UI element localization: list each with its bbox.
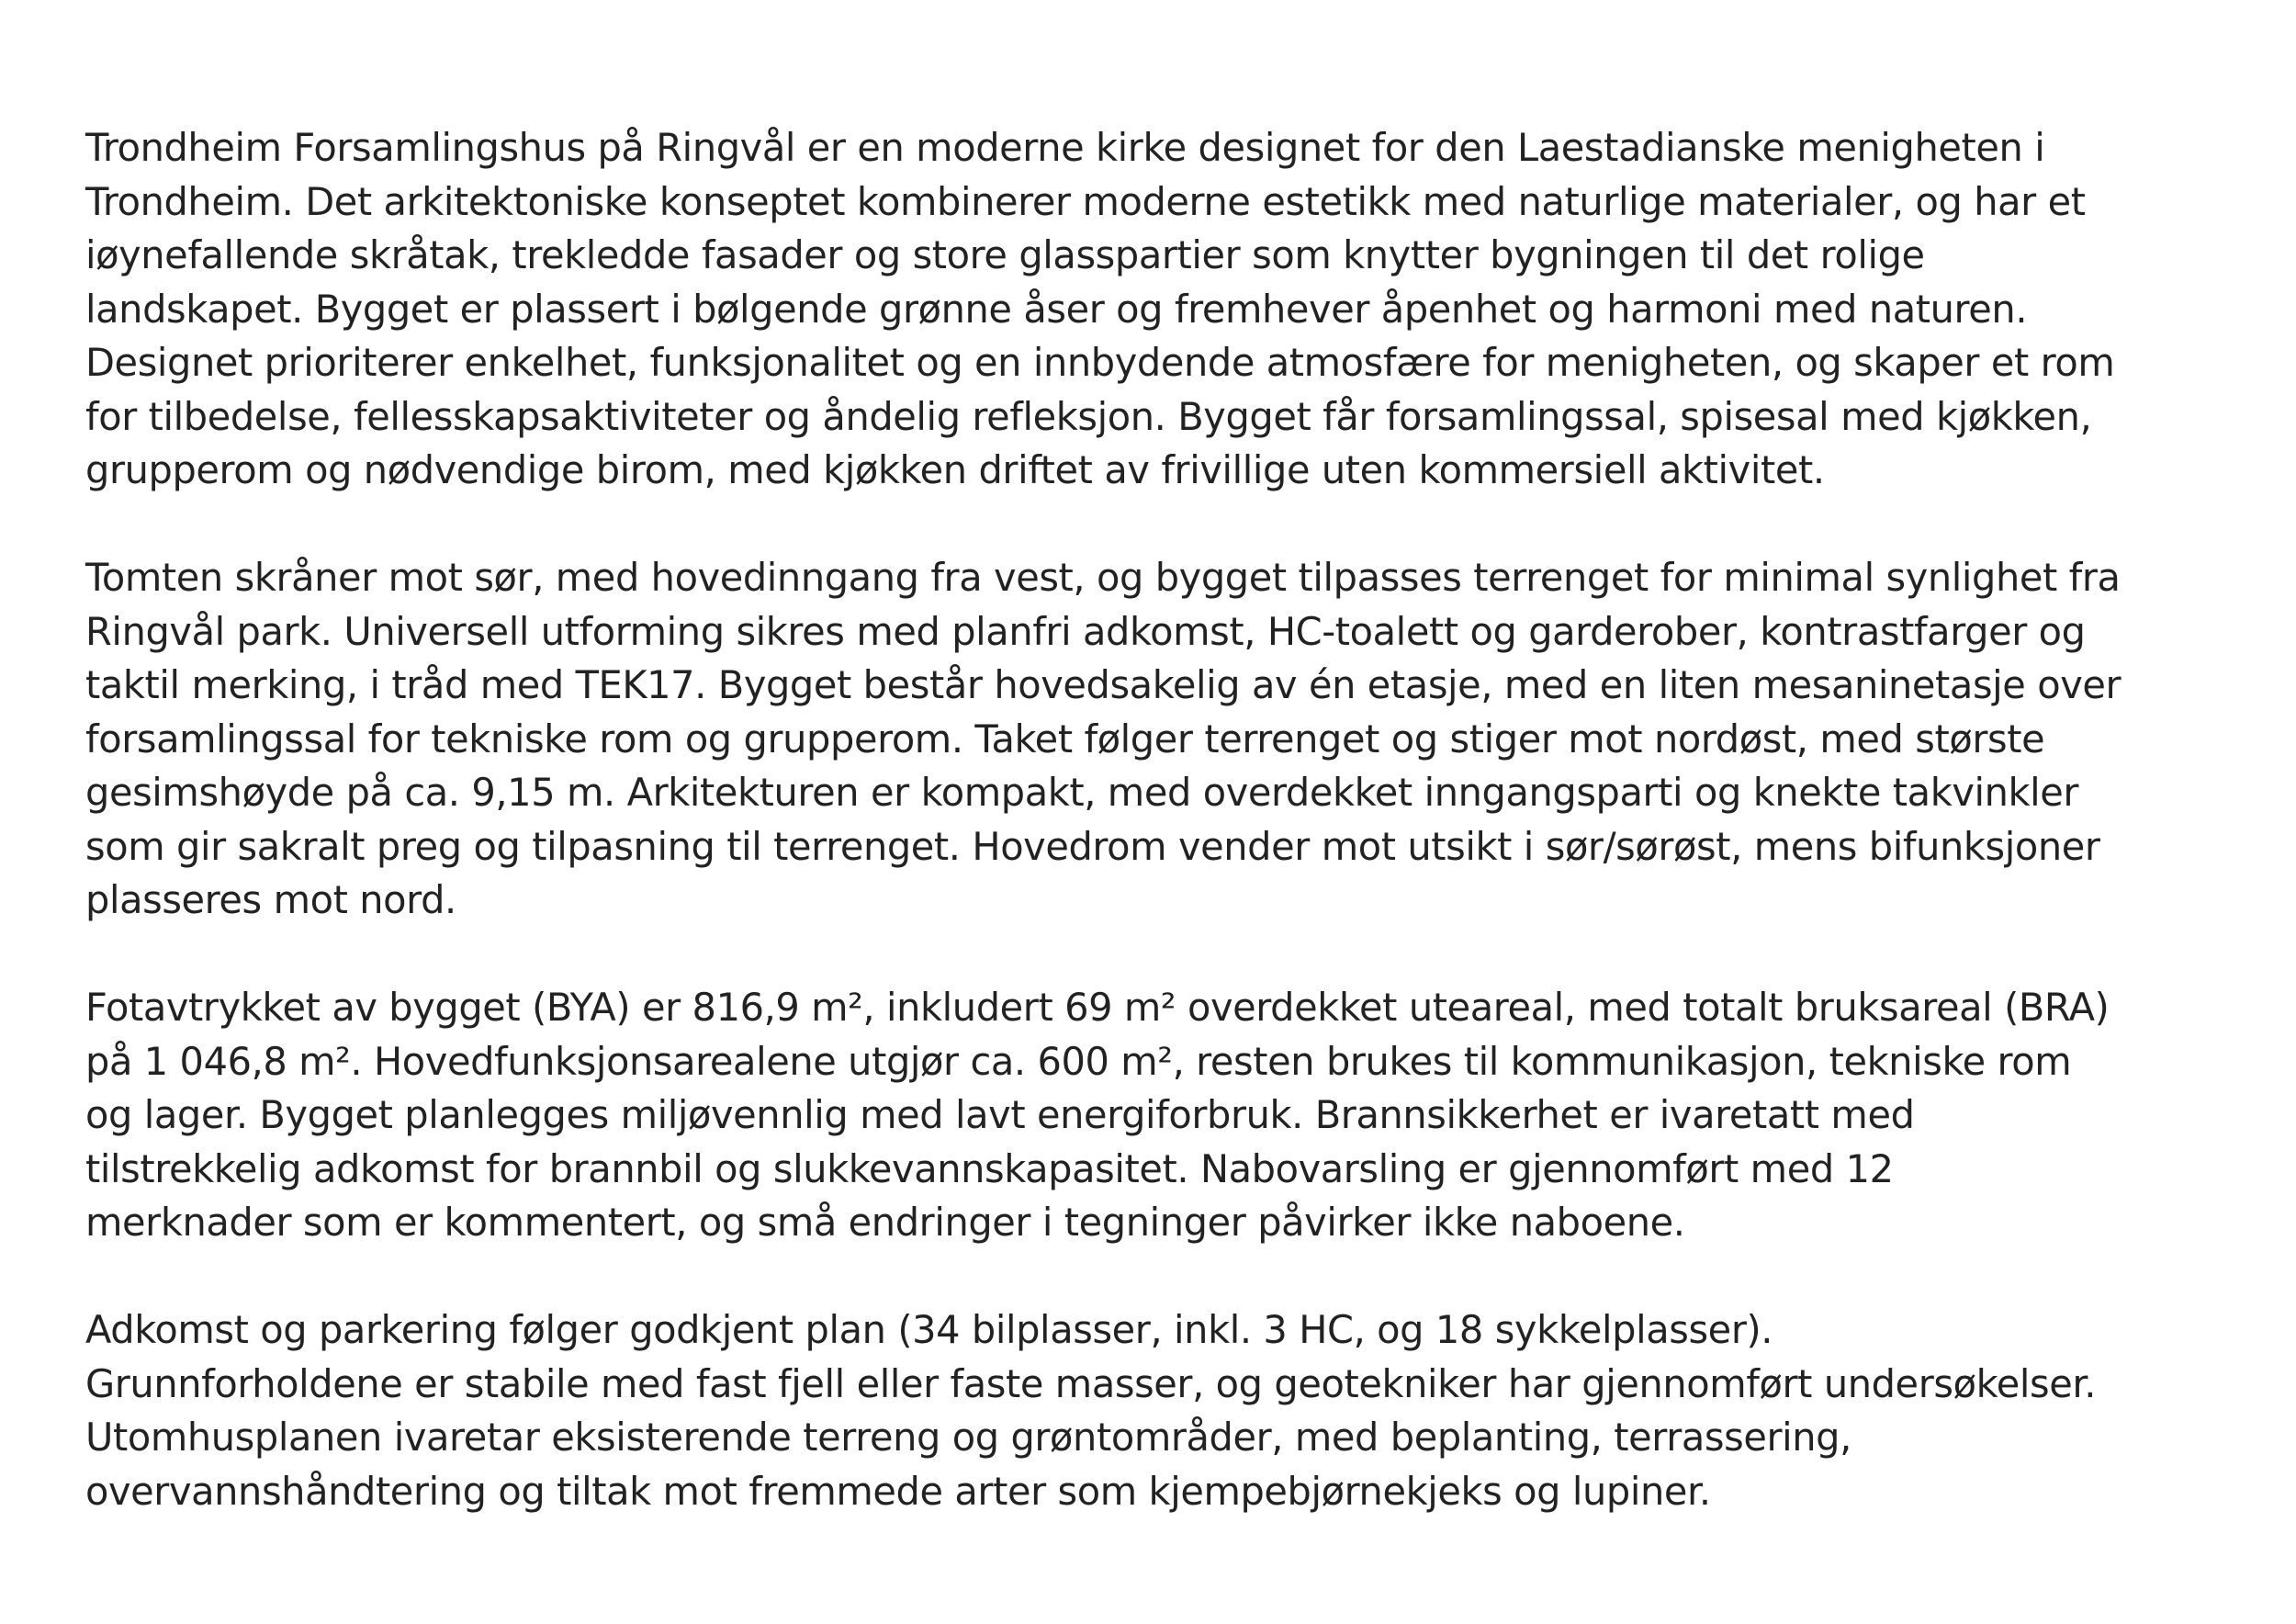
text-line: Fotavtrykket av bygget (BYA) er 816,9 m², inkludert 69 m² overdekket uteareal, med totalt bruksareal (BRA) — [85, 985, 2110, 1030]
text-line: Designet prioriterer enkelhet, funksjonalitet og en innbydende atmosfære for menigheten, og skaper et rom — [85, 340, 2115, 385]
text-line: Grunnforholdene er stabile med fast fjell eller faste masser, og geotekniker har gjennomført undersøkelser. — [85, 1360, 2096, 1406]
text-line: Utomhusplanen ivaretar eksisterende terreng og grøntområder, med beplanting, terrassering, — [85, 1415, 1851, 1460]
text-line: landskapet. Bygget er plassert i bølgende grønne åser og fremhever åpenhet og harmoni med naturen. — [85, 286, 2028, 332]
text-line: tilstrekkelig adkomst for brannbil og slukkevannskapasitet. Nabovarsling er gjennomført med 12 — [85, 1145, 1894, 1191]
text-line: gesimshøyde på ca. 9,15 m. Arkitekturen er kompakt, med overdekket inngangsparti og knekte takvinkler — [85, 770, 2079, 815]
text-line: for tilbedelse, fellesskapsaktiviteter og åndelig refleksjon. Bygget får forsamlingssal, spisesal med kjøkken, — [85, 393, 2092, 439]
text-line: merknader som er kommentert, og små endringer i tegninger påvirker ikke naboene. — [85, 1200, 1685, 1245]
text-line: som gir sakralt preg og tilpasning til terrenget. Hovedrom vender mot utsikt i sør/sørøst, mens bifunksjoner — [85, 823, 2100, 869]
text-line: iøynefallende skråtak, trekledde fasader og store glasspartier som knytter bygningen til det rolige — [85, 232, 1925, 277]
text-line: Trondheim Forsamlingshus på Ringvål er en moderne kirke designet for den Laestadianske menigheten i — [85, 125, 2045, 170]
paragraph-project-description — [85, 121, 2290, 498]
text-line: på 1 046,8 m². Hovedfunksjonsarealene utgjør ca. 600 m², resten brukes til kommunikasjon, tekniske rom — [85, 1038, 2072, 1084]
text-line: Adkomst og parkering følger godkjent plan (34 bilplasser, inkl. 3 HC, og 18 sykkelplasser). — [85, 1307, 1773, 1352]
text-line: overvannshåndtering og tiltak mot fremmede arter som kjempebjørnekjeks og lupiner. — [85, 1468, 1711, 1514]
paragraph-site-and-design — [85, 551, 2290, 928]
text-line: Ringvål park. Universell utforming sikres med planfri adkomst, HC-toalett og garderober, kontrastfarger og — [85, 608, 2086, 654]
paragraph-access-and-grounds — [85, 1303, 2290, 1518]
text-line: Tomten skråner mot sør, med hovedinngang fra vest, og bygget tilpasses terrenget for minimal synlighet fra — [85, 555, 2121, 600]
text-line: taktil merking, i tråd med TEK17. Bygget består hovedsakelig av én etasje, med en liten mesaninetasje over — [85, 662, 2122, 707]
text-line: plasseres mot nord. — [85, 877, 456, 922]
text-line: forsamlingssal for tekniske rom og grupperom. Taket følger terrenget og stiger mot nordøst, med største — [85, 716, 2045, 761]
paragraph-areas-and-safety — [85, 981, 2290, 1250]
text-line: grupperom og nødvendige birom, med kjøkken driftet av frivillige uten kommersiell aktivitet. — [85, 447, 1825, 492]
text-line: og lager. Bygget planlegges miljøvennlig med lavt energiforbruk. Brannsikkerhet er ivaretatt med — [85, 1092, 1915, 1137]
text-line: Trondheim. Det arkitektoniske konseptet kombinerer moderne estetikk med naturlige materialer, og har et — [85, 178, 2086, 224]
document-body — [85, 121, 2290, 1518]
